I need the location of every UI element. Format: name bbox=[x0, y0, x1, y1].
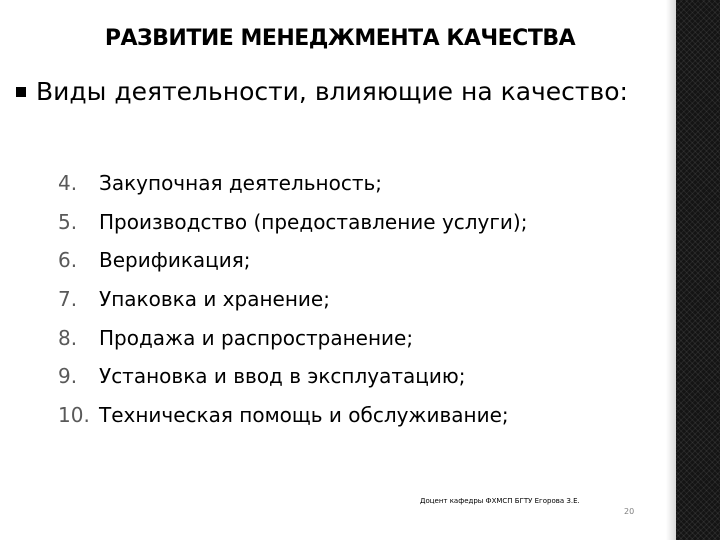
list-item bbox=[58, 164, 658, 203]
list-item-number: 5. bbox=[58, 209, 78, 234]
footer-author: Доцент кафедры ФХМСП БГТУ Егорова З.Е. bbox=[420, 497, 580, 505]
list-item-number: 6. bbox=[58, 248, 78, 273]
list-item bbox=[58, 203, 658, 242]
decorative-side-band bbox=[676, 0, 720, 540]
intro-paragraph bbox=[16, 72, 636, 112]
list-item-number: 9. bbox=[58, 364, 78, 389]
list-item-text: Закупочная деятельность; bbox=[99, 171, 383, 196]
list-item-number: 4. bbox=[58, 171, 78, 196]
list-item-text: Техническая помощь и обслуживание; bbox=[99, 402, 509, 427]
list-item-text: Установка и ввод в эксплуатацию; bbox=[99, 364, 466, 389]
square-bullet-icon bbox=[16, 87, 26, 97]
list-item-text: Продажа и распространение; bbox=[99, 325, 414, 350]
slide-title: РАЗВИТИЕ МЕНЕДЖМЕНТА КАЧЕСТВА bbox=[104, 26, 576, 51]
intro-text: Виды деятельности, влияющие на качество: bbox=[36, 77, 628, 106]
list-item-number: 10. bbox=[58, 402, 90, 427]
list-item bbox=[58, 280, 658, 319]
list-item-number: 7. bbox=[58, 287, 78, 312]
list-item bbox=[58, 357, 658, 396]
list-item-number: 8. bbox=[58, 325, 78, 350]
list-item-text: Упаковка и хранение; bbox=[99, 287, 330, 312]
list-item-text: Производство (предоставление услуги); bbox=[99, 209, 528, 234]
activities-list bbox=[58, 164, 658, 434]
page-number: 20 bbox=[624, 507, 635, 516]
list-item-text: Верификация; bbox=[99, 248, 251, 273]
list-item bbox=[58, 396, 658, 435]
list-item bbox=[58, 241, 658, 280]
list-item bbox=[58, 318, 658, 357]
